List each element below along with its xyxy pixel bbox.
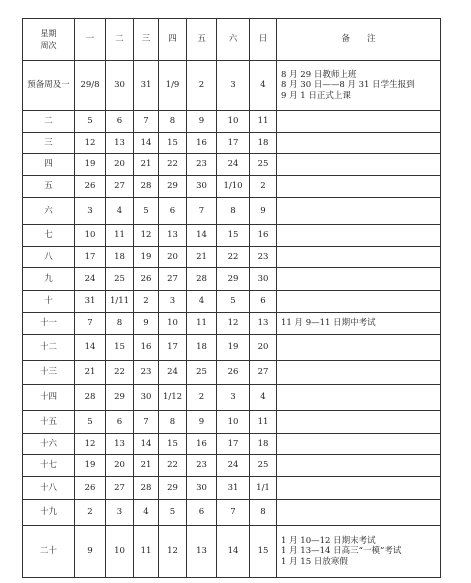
date-cell: 26 — [217, 361, 250, 385]
week-label-cell: 十八 — [23, 477, 75, 500]
note-line: 9 月 1 日正式上课 — [281, 90, 351, 101]
week-label-cell: 四 — [23, 154, 75, 176]
date-cell: 12 — [159, 526, 187, 578]
date-cell: 10 — [106, 526, 134, 578]
week-label-cell: 十二 — [23, 335, 75, 361]
date-cell: 30 — [106, 61, 134, 111]
date-cell: 9 — [134, 313, 159, 335]
date-cell: 28 — [134, 477, 159, 500]
school-calendar-sheet — [22, 18, 440, 578]
note-line: 8 月 29 日教师上班 — [281, 69, 357, 80]
date-cell: 5 — [159, 500, 187, 526]
date-cell: 4 — [106, 198, 134, 225]
date-cell: 6 — [106, 111, 134, 133]
date-cell: 14 — [75, 335, 106, 361]
date-cell: 7 — [134, 411, 159, 434]
corner-week-label: 周次 — [40, 40, 57, 50]
date-cell: 16 — [187, 133, 217, 154]
date-cell: 8 — [250, 500, 277, 526]
day-header: 日 — [250, 19, 277, 61]
date-cell: 20 — [250, 335, 277, 361]
date-cell: 17 — [75, 247, 106, 268]
date-cell: 9 — [187, 111, 217, 133]
date-cell: 1/9 — [159, 61, 187, 111]
date-cell: 29 — [217, 268, 250, 291]
week-label-cell: 十五 — [23, 411, 75, 434]
week-label-cell: 八 — [23, 247, 75, 268]
week-label-cell: 预备周及一 — [23, 61, 75, 111]
note-line: 8 月 30 日——8 月 31 日学生报到 — [281, 80, 415, 91]
date-cell: 1/1 — [250, 477, 277, 500]
date-cell: 27 — [106, 176, 134, 198]
date-cell: 28 — [187, 268, 217, 291]
date-cell: 4 — [134, 500, 159, 526]
date-cell: 15 — [106, 335, 134, 361]
date-cell: 30 — [250, 268, 277, 291]
date-cell: 17 — [217, 434, 250, 455]
table-row — [23, 385, 441, 411]
notes-cell — [277, 526, 441, 578]
date-cell: 22 — [217, 247, 250, 268]
notes-cell — [277, 313, 441, 335]
date-cell: 31 — [217, 477, 250, 500]
date-cell: 24 — [75, 268, 106, 291]
notes-header: 备 注 — [277, 19, 441, 61]
date-cell: 30 — [187, 176, 217, 198]
date-cell: 17 — [217, 133, 250, 154]
date-cell: 13 — [106, 434, 134, 455]
date-cell: 12 — [217, 313, 250, 335]
week-label-cell: 三 — [23, 133, 75, 154]
day-header: 三 — [134, 19, 159, 61]
notes-cell — [277, 291, 441, 313]
table-row — [23, 111, 441, 133]
notes-cell — [277, 111, 441, 133]
date-cell: 23 — [134, 361, 159, 385]
table-row — [23, 500, 441, 526]
table-row — [23, 455, 441, 477]
date-cell: 24 — [217, 154, 250, 176]
date-cell: 29/8 — [75, 61, 106, 111]
date-cell: 7 — [187, 198, 217, 225]
date-cell: 1/11 — [106, 291, 134, 313]
table-row — [23, 154, 441, 176]
day-header: 四 — [159, 19, 187, 61]
week-label-cell: 二十 — [23, 526, 75, 578]
date-cell: 6 — [250, 291, 277, 313]
note-line: 1 月 15 日放寒假 — [281, 556, 348, 567]
date-cell: 23 — [187, 154, 217, 176]
date-cell: 4 — [250, 385, 277, 411]
day-header: 五 — [187, 19, 217, 61]
table-row — [23, 225, 441, 247]
week-label-cell: 七 — [23, 225, 75, 247]
date-cell: 4 — [187, 291, 217, 313]
notes-cell — [277, 268, 441, 291]
date-cell: 11 — [250, 111, 277, 133]
date-cell: 3 — [106, 500, 134, 526]
date-cell: 10 — [159, 313, 187, 335]
table-row — [23, 176, 441, 198]
date-cell: 9 — [187, 411, 217, 434]
date-cell: 20 — [106, 154, 134, 176]
date-cell: 2 — [187, 61, 217, 111]
notes-cell — [277, 154, 441, 176]
notes-cell — [277, 133, 441, 154]
header-row — [23, 19, 441, 61]
date-cell: 27 — [106, 477, 134, 500]
date-cell: 7 — [217, 500, 250, 526]
table-row — [23, 247, 441, 268]
date-cell: 29 — [159, 176, 187, 198]
date-cell: 9 — [75, 526, 106, 578]
notes-cell — [277, 500, 441, 526]
week-label-cell: 十四 — [23, 385, 75, 411]
date-cell: 17 — [159, 335, 187, 361]
table-row — [23, 335, 441, 361]
date-cell: 13 — [250, 313, 277, 335]
date-cell: 11 — [187, 313, 217, 335]
date-cell: 8 — [106, 313, 134, 335]
date-cell: 22 — [159, 455, 187, 477]
note-line: 1 月 13—14 日高三“一模”考试 — [281, 546, 402, 557]
date-cell: 15 — [159, 434, 187, 455]
date-cell: 21 — [187, 247, 217, 268]
notes-cell — [277, 198, 441, 225]
date-cell: 31 — [134, 61, 159, 111]
corner-header-cell — [23, 19, 75, 61]
notes-cell — [277, 335, 441, 361]
date-cell: 19 — [217, 335, 250, 361]
date-cell: 13 — [159, 225, 187, 247]
date-cell: 18 — [187, 335, 217, 361]
date-cell: 3 — [75, 198, 106, 225]
date-cell: 20 — [106, 455, 134, 477]
date-cell: 12 — [75, 133, 106, 154]
week-label-cell: 十三 — [23, 361, 75, 385]
date-cell: 12 — [75, 434, 106, 455]
date-cell: 16 — [134, 335, 159, 361]
date-cell: 13 — [106, 133, 134, 154]
date-cell: 24 — [159, 361, 187, 385]
date-cell: 16 — [187, 434, 217, 455]
date-cell: 26 — [75, 176, 106, 198]
date-cell: 15 — [159, 133, 187, 154]
table-row — [23, 411, 441, 434]
date-cell: 28 — [75, 385, 106, 411]
date-cell: 21 — [75, 361, 106, 385]
table-row — [23, 133, 441, 154]
date-cell: 6 — [159, 198, 187, 225]
day-header: 一 — [75, 19, 106, 61]
day-header: 六 — [217, 19, 250, 61]
date-cell: 16 — [250, 225, 277, 247]
notes-cell — [277, 385, 441, 411]
table-row — [23, 198, 441, 225]
date-cell: 7 — [75, 313, 106, 335]
date-cell: 2 — [187, 385, 217, 411]
date-cell: 2 — [75, 500, 106, 526]
date-cell: 19 — [134, 247, 159, 268]
table-row — [23, 361, 441, 385]
table-row — [23, 526, 441, 578]
date-cell: 26 — [75, 477, 106, 500]
date-cell: 18 — [250, 133, 277, 154]
date-cell: 22 — [159, 154, 187, 176]
date-cell: 5 — [75, 411, 106, 434]
date-cell: 29 — [106, 385, 134, 411]
date-cell: 10 — [217, 411, 250, 434]
week-label-cell: 九 — [23, 268, 75, 291]
date-cell: 14 — [134, 133, 159, 154]
date-cell: 10 — [75, 225, 106, 247]
date-cell: 18 — [250, 434, 277, 455]
date-cell: 3 — [159, 291, 187, 313]
date-cell: 6 — [106, 411, 134, 434]
week-label-cell: 十一 — [23, 313, 75, 335]
date-cell: 30 — [134, 385, 159, 411]
week-label-cell: 六 — [23, 198, 75, 225]
date-cell: 28 — [134, 176, 159, 198]
date-cell: 30 — [187, 477, 217, 500]
notes-cell — [277, 225, 441, 247]
date-cell: 23 — [187, 455, 217, 477]
date-cell: 25 — [250, 455, 277, 477]
date-cell: 11 — [106, 225, 134, 247]
notes-cell — [277, 361, 441, 385]
date-cell: 5 — [134, 198, 159, 225]
date-cell: 18 — [106, 247, 134, 268]
date-cell: 9 — [250, 198, 277, 225]
date-cell: 21 — [134, 154, 159, 176]
week-label-cell: 十七 — [23, 455, 75, 477]
date-cell: 11 — [134, 526, 159, 578]
week-label-cell: 十六 — [23, 434, 75, 455]
date-cell: 19 — [75, 455, 106, 477]
date-cell: 5 — [75, 111, 106, 133]
date-cell: 5 — [217, 291, 250, 313]
week-label-cell: 十九 — [23, 500, 75, 526]
table-row — [23, 291, 441, 313]
date-cell: 11 — [250, 411, 277, 434]
date-cell: 24 — [217, 455, 250, 477]
date-cell: 25 — [250, 154, 277, 176]
date-cell: 3 — [217, 385, 250, 411]
table-row — [23, 434, 441, 455]
date-cell: 8 — [159, 411, 187, 434]
day-header: 二 — [106, 19, 134, 61]
date-cell: 10 — [217, 111, 250, 133]
notes-cell — [277, 477, 441, 500]
date-cell: 15 — [250, 526, 277, 578]
notes-cell — [277, 247, 441, 268]
date-cell: 12 — [134, 225, 159, 247]
date-cell: 7 — [134, 111, 159, 133]
notes-cell — [277, 411, 441, 434]
date-cell: 14 — [187, 225, 217, 247]
date-cell: 4 — [250, 61, 277, 111]
date-cell: 20 — [159, 247, 187, 268]
date-cell: 15 — [217, 225, 250, 247]
corner-weekday-label: 星期 — [40, 29, 57, 39]
date-cell: 14 — [217, 526, 250, 578]
date-cell: 13 — [187, 526, 217, 578]
date-cell: 21 — [134, 455, 159, 477]
date-cell: 27 — [159, 268, 187, 291]
date-cell: 26 — [134, 268, 159, 291]
date-cell: 23 — [250, 247, 277, 268]
table-row — [23, 313, 441, 335]
table-row — [23, 61, 441, 111]
date-cell: 25 — [106, 268, 134, 291]
date-cell: 6 — [187, 500, 217, 526]
week-label-cell: 十 — [23, 291, 75, 313]
table-row — [23, 268, 441, 291]
date-cell: 25 — [187, 361, 217, 385]
notes-cell — [277, 176, 441, 198]
notes-cell — [277, 434, 441, 455]
date-cell: 3 — [217, 61, 250, 111]
date-cell: 29 — [159, 477, 187, 500]
notes-cell — [277, 455, 441, 477]
date-cell: 1/10 — [217, 176, 250, 198]
date-cell: 27 — [250, 361, 277, 385]
date-cell: 2 — [134, 291, 159, 313]
date-cell: 31 — [75, 291, 106, 313]
week-label-cell: 二 — [23, 111, 75, 133]
week-label-cell: 五 — [23, 176, 75, 198]
date-cell: 8 — [217, 198, 250, 225]
notes-cell — [277, 61, 441, 111]
date-cell: 19 — [75, 154, 106, 176]
note-line: 1 月 10—12 日期末考试 — [281, 535, 376, 546]
note-line: 11 月 9—11 日期中考试 — [281, 318, 376, 329]
calendar-body — [23, 61, 441, 578]
table-row — [23, 477, 441, 500]
date-cell: 2 — [250, 176, 277, 198]
date-cell: 14 — [134, 434, 159, 455]
date-cell: 8 — [159, 111, 187, 133]
date-cell: 1/12 — [159, 385, 187, 411]
date-cell: 22 — [106, 361, 134, 385]
calendar-table — [22, 18, 441, 578]
